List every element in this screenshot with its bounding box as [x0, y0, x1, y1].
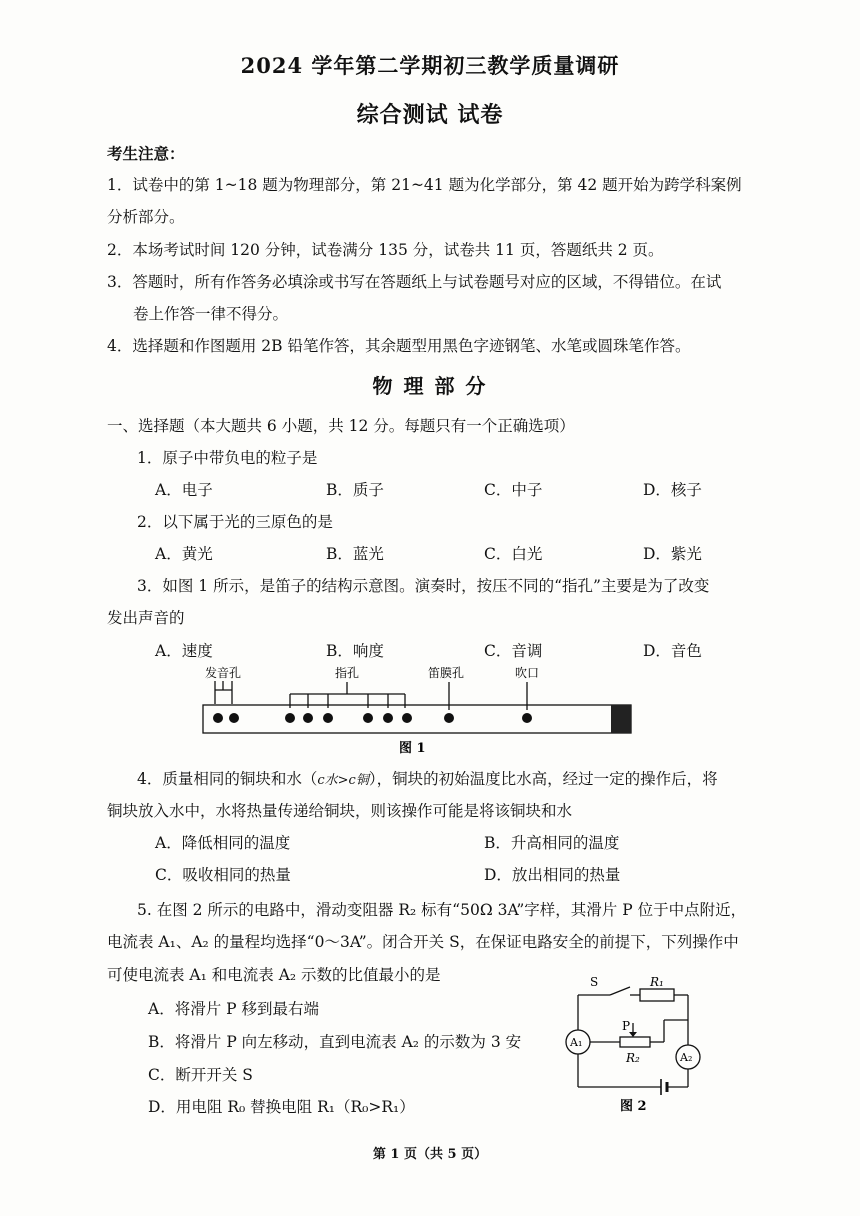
- label-blow-hole: 吹口: [515, 666, 540, 680]
- q1-option-c: C．中子: [484, 481, 543, 499]
- label-membrane-hole: 笛膜孔: [428, 666, 465, 680]
- q5-stem-line1: 5. 在图 2 所示的电路中，滑动变阻器 R₂ 标有“50Ω 3A”字样，其滑片 P 位于中点附近，: [137, 901, 747, 919]
- page-footer: 第 1 页（共 5 页）: [372, 1147, 488, 1162]
- q3-option-d: D．音色: [643, 642, 702, 660]
- note-3a: 3．答题时，所有作答务必填涂或书写在答题纸上与试卷题号对应的区域，不得错位。在试: [107, 273, 722, 291]
- exam-title: 2024 学年第二学期初三教学质量调研: [240, 53, 620, 78]
- q4-option-d: D．放出相同的热量: [484, 866, 621, 884]
- q2-option-a: A．黄光: [155, 545, 213, 563]
- q5-stem-line3: 可使电流表 A₁ 和电流表 A₂ 示数的比值最小的是: [107, 966, 441, 984]
- fig1-caption: 图 1: [399, 741, 426, 756]
- q1-option-a: A．电子: [155, 481, 213, 499]
- q3-option-c: C．音调: [484, 642, 543, 660]
- q4-option-c: C．吸收相同的热量: [155, 866, 291, 884]
- section-title: 物 理 部 分: [372, 374, 488, 398]
- flute-end-plug: [611, 705, 631, 733]
- q5-stem-line2: 电流表 A₁、A₂ 的量程均选择“0～3A”。闭合开关 S，在保证电路安全的前提下，下列操作中: [107, 933, 739, 951]
- q1-option-d: D．核子: [643, 481, 702, 499]
- label-sound-hole: 发音孔: [205, 666, 242, 680]
- rheostat-r2: [620, 1037, 650, 1047]
- q2-option-d: D．紫光: [643, 545, 702, 563]
- q3-stem-line1: 3．如图 1 所示，是笛子的结构示意图。演奏时，按压不同的“指孔”主要是为了改变: [137, 577, 710, 595]
- label-slider-p: P: [622, 1019, 631, 1033]
- note-1b: 分析部分。: [107, 208, 185, 226]
- q5-option-c: C．断开开关 S: [148, 1066, 253, 1084]
- exam-subtitle: 综合测试 试卷: [356, 102, 504, 128]
- note-4: 4．选择题和作图题用 2B 铅笔作答，其余题型用黑色字迹钢笔、水笔或圆珠笔作答。: [107, 337, 691, 355]
- label-r1: R₁: [650, 975, 664, 989]
- circuit-diagram: [540, 970, 720, 1120]
- q5-option-d: D．用电阻 R₀ 替换电阻 R₁（R₀>R₁）: [148, 1098, 415, 1116]
- q5-option-a: A．将滑片 P 移到最右端: [148, 1000, 319, 1018]
- q2-option-c: C．白光: [484, 545, 543, 563]
- battery: [661, 1079, 667, 1095]
- note-1a: 1．试卷中的第 1~18 题为物理部分，第 21~41 题为化学部分，第 42 题开始为跨学科案例: [107, 176, 742, 194]
- q3-stem-line2: 发出声音的: [107, 609, 185, 627]
- note-2: 2．本场考试时间 120 分钟，试卷满分 135 分，试卷共 11 页，答题纸共 2 页。: [107, 241, 664, 259]
- q2-stem: 2．以下属于光的三原色的是: [137, 513, 333, 531]
- q3-option-b: B．响度: [326, 642, 384, 660]
- q5-option-b: B．将滑片 P 向左移动，直到电流表 A₂ 的示数为 3 安: [148, 1033, 522, 1051]
- fig2-caption: 图 2: [620, 1099, 647, 1114]
- label-switch-s: S: [590, 975, 599, 989]
- q4-stem-line1: 4．质量相同的铜块和水（c水>c铜），铜块的初始温度比水高，经过一定的操作后，将: [137, 770, 718, 788]
- label-a2: A₂: [680, 1051, 693, 1064]
- label-r2: R₂: [626, 1051, 640, 1065]
- label-finger-holes: 指孔: [335, 666, 360, 680]
- notes-heading: 考生注意：: [107, 144, 185, 163]
- q1-option-b: B．质子: [326, 481, 384, 499]
- q4-option-b: B．升高相同的温度: [484, 834, 620, 852]
- note-3b: 卷上作答一律不得分。: [133, 305, 289, 323]
- q1-stem: 1．原子中带负电的粒子是: [137, 449, 318, 467]
- label-a1: A₁: [570, 1036, 583, 1049]
- resistor-r1: [640, 989, 674, 1001]
- q3-option-a: A．速度: [155, 642, 213, 660]
- part-heading: 一、选择题（本大题共 6 小题，共 12 分。每题只有一个正确选项）: [107, 417, 575, 435]
- q2-option-b: B．蓝光: [326, 545, 384, 563]
- q4-stem-line2: 铜块放入水中，水将热量传递给铜块，则该操作可能是将该铜块和水: [107, 802, 573, 820]
- flute-diagram: [195, 660, 645, 760]
- q4-option-a: A．降低相同的温度: [155, 834, 291, 852]
